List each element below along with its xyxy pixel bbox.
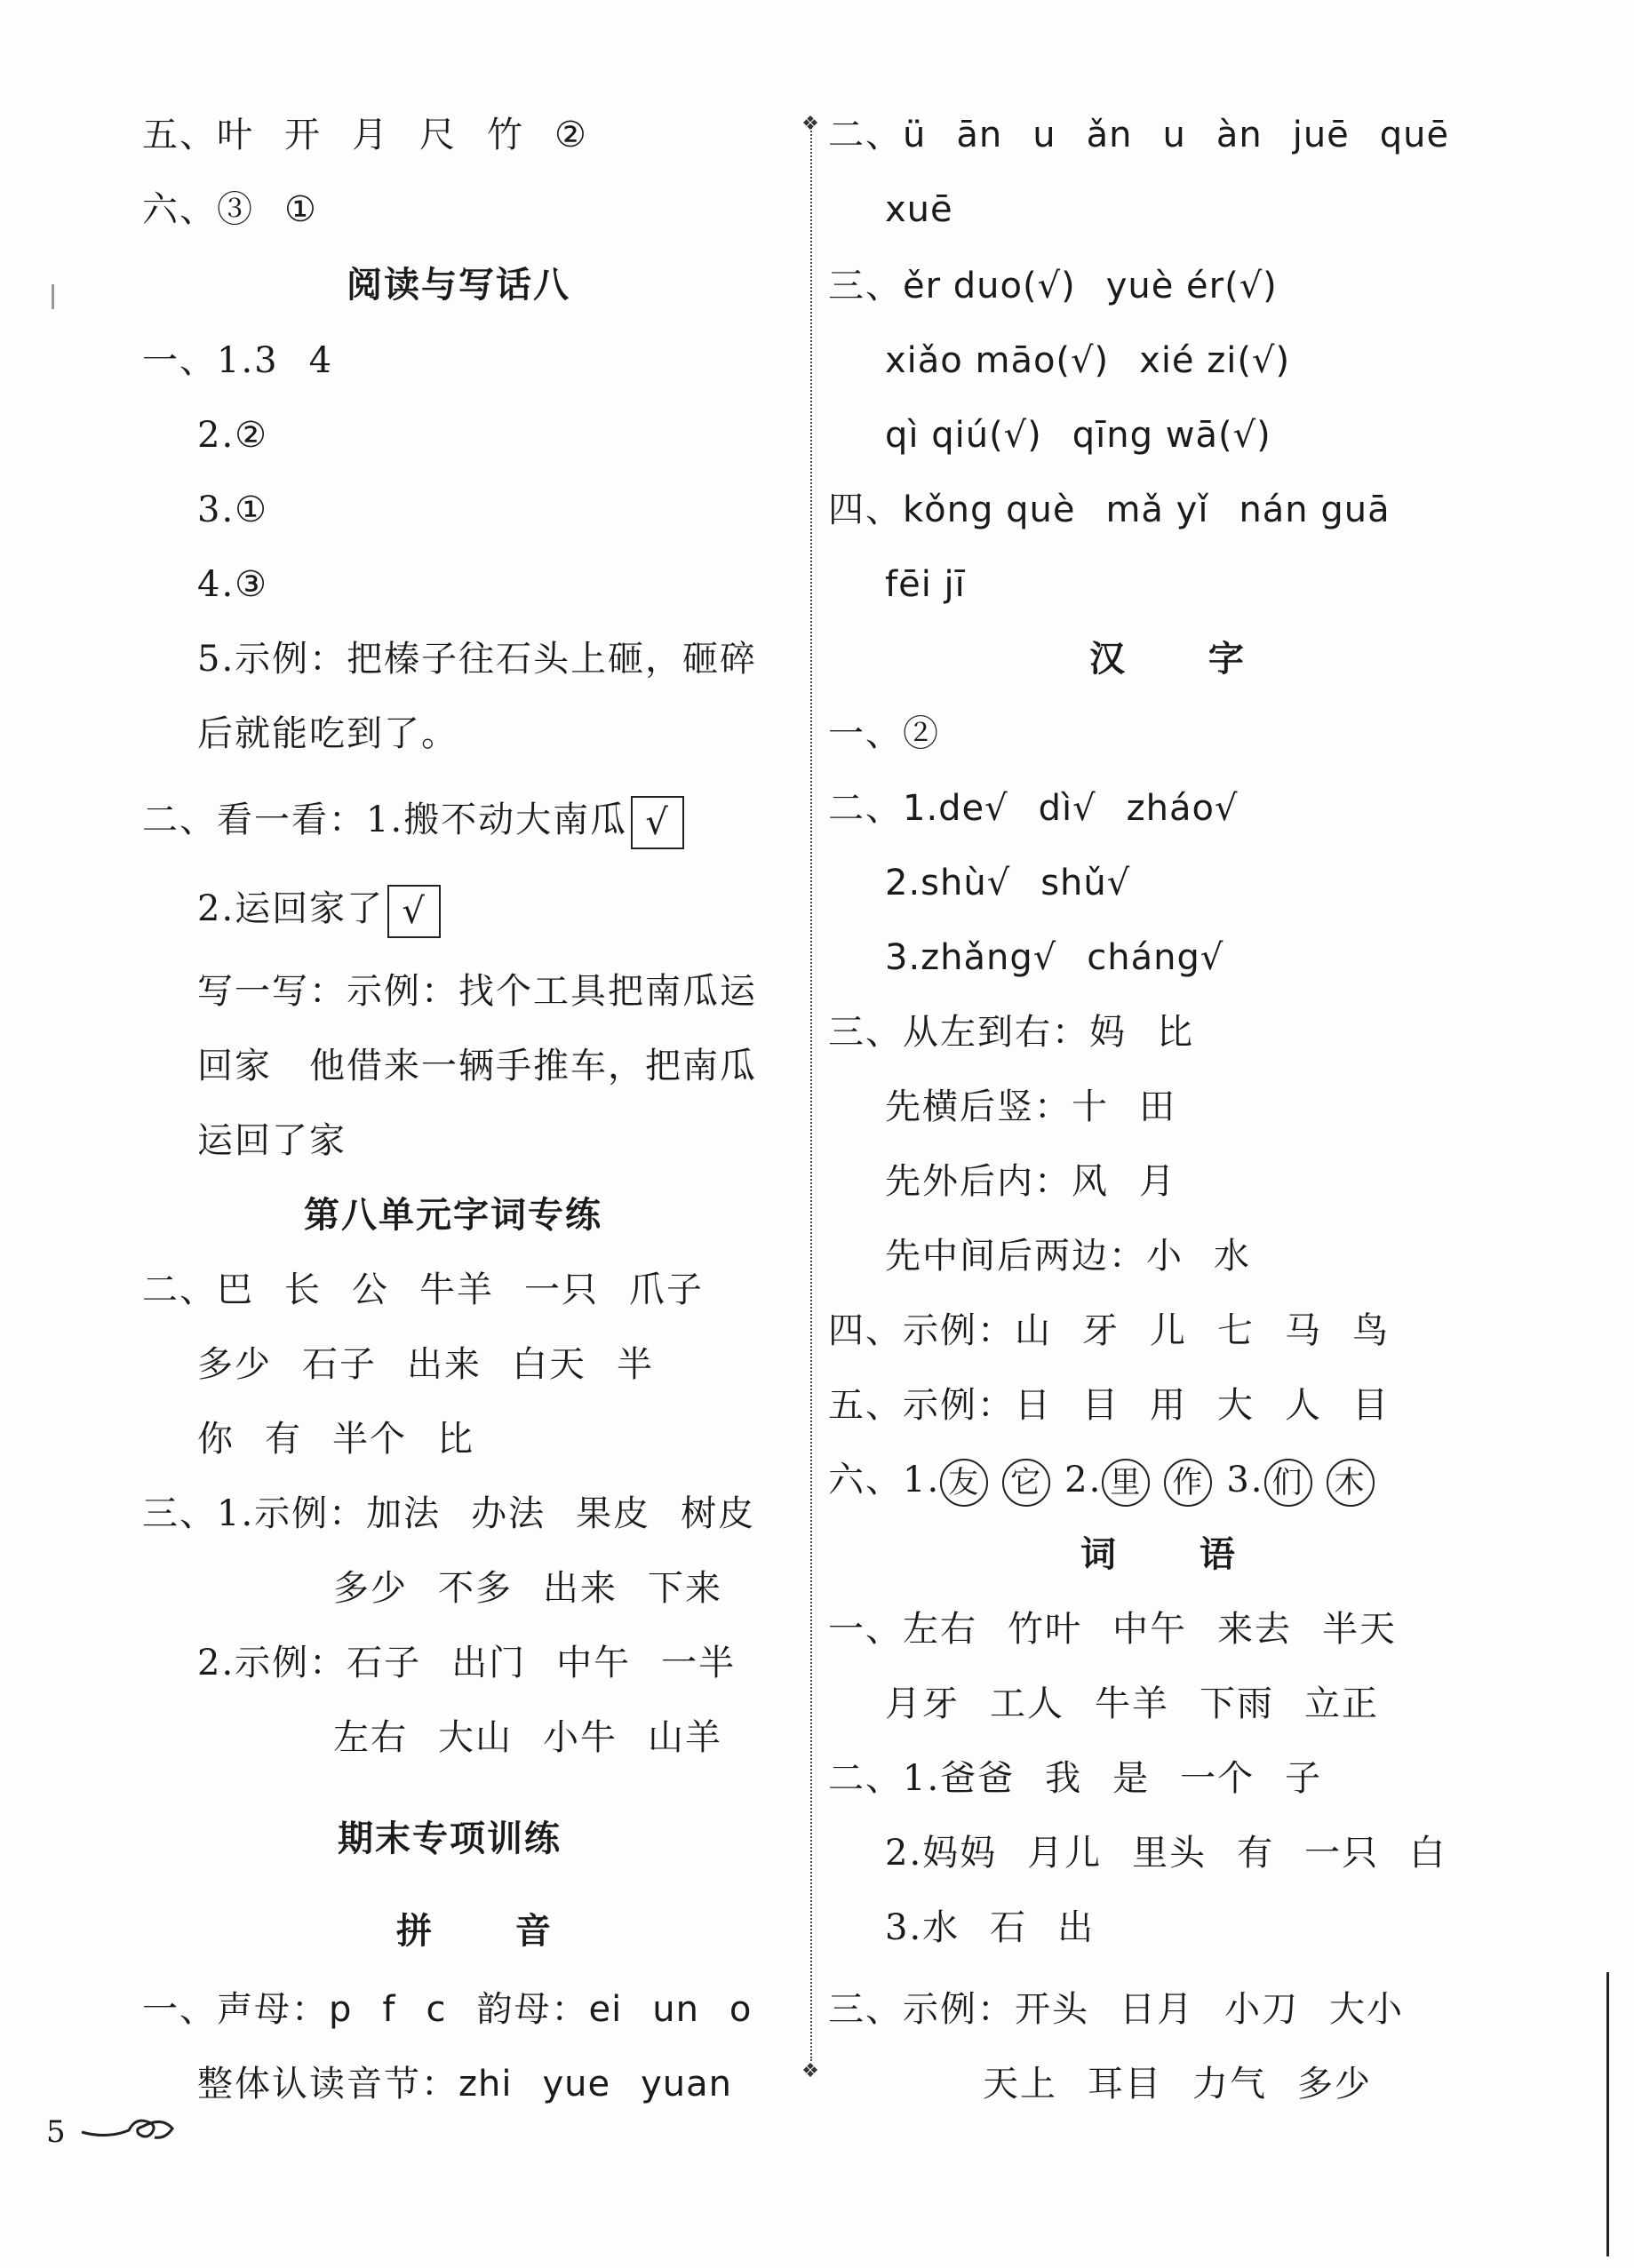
hanzi-q5: 五、示例：日 目 用 大 人 目 [828, 1385, 1390, 1426]
pinyin-q3-line1: 三、ěr duo(√) yuè ér(√) [828, 266, 1278, 306]
hanzi-q3-line2: 先横后竖：十 田 [885, 1086, 1176, 1127]
circled-char: 里 [1102, 1459, 1150, 1507]
unit8-line-3: 你 有 半个 比 [197, 1419, 474, 1460]
unit8-line-6: 2.示例：石子 出门 中午 一半 [197, 1643, 737, 1683]
pinyin-line-2: 整体认读音节：zhi yue yuan [197, 2064, 732, 2105]
hanzi-q3-line4: 先中间后两边：小 水 [885, 1236, 1251, 1277]
unit8-line-1: 二、巴 长 公 牛羊 一只 爪子 [142, 1269, 704, 1310]
ciyu-q2-line3: 3.水 石 出 [885, 1907, 1096, 1948]
pinyin-line-1: 一、声母：p f c 韵母：ei un o [142, 1989, 753, 2030]
look-line-1: 二、看一看：1.搬不动大南瓜 √ [142, 796, 684, 849]
circled-char: 友 [940, 1459, 988, 1507]
pinyin-q3-line3: qì qiú(√) qīng wā(√) [885, 415, 1271, 456]
hanzi-q4: 四、示例：山 牙 儿 七 马 鸟 [828, 1310, 1390, 1351]
section-heading-final: 期末专项训练 [338, 1818, 562, 1859]
circled-char: 作 [1164, 1459, 1212, 1507]
pinyin-q2-line1: 二、ü ān u ǎn u àn juē quē [828, 115, 1450, 155]
ciyu-q2-line2: 2.妈妈 月儿 里头 有 一只 白 [885, 1833, 1447, 1874]
section-heading-pinyin: 拼 音 [396, 1911, 586, 1952]
circled-char: 木 [1327, 1459, 1375, 1507]
divider-ornament-icon: ❖ [801, 113, 819, 135]
ciyu-q2-line1: 二、1.爸爸 我 是 一个 子 [828, 1758, 1323, 1799]
reading-q5-line1: 5.示例：把榛子往石头上砸，砸碎 [197, 639, 758, 680]
write-line-1: 写一写：示例：找个工具把南瓜运 [197, 971, 757, 1012]
column-divider [810, 124, 812, 2061]
answer-line-5: 五、叶 开 月 尺 竹 ② [142, 115, 588, 155]
write-line-2: 回家 他借来一辆手推车，把南瓜 [197, 1046, 757, 1086]
hanzi-q3-line1: 三、从左到右：妈 比 [828, 1012, 1194, 1053]
margin-mark [52, 284, 54, 309]
section-heading-reading: 阅读与写话八 [347, 265, 570, 306]
section-heading-hanzi: 汉 字 [1089, 639, 1279, 680]
divider-ornament-icon: ❖ [801, 2060, 819, 2082]
hanzi-q3-line3: 先外后内：风 月 [885, 1161, 1176, 1202]
hanzi-q1: 一、② [828, 713, 940, 754]
reading-q5-line2: 后就能吃到了。 [197, 713, 458, 754]
unit8-line-4: 三、1.示例：加法 办法 果皮 树皮 [142, 1493, 756, 1534]
ciyu-q1-line2: 月牙 工人 牛羊 下雨 立正 [885, 1683, 1379, 1724]
cloud-swirl-icon [80, 2113, 178, 2148]
hanzi-q2-line1: 二、1.de√ dì√ zháo√ [828, 788, 1239, 829]
edge-line [1606, 1972, 1609, 2256]
pinyin-q4-line2: fēi jī [885, 564, 966, 605]
look-line-2: 2.运回家了 √ [197, 885, 441, 938]
unit8-line-2: 多少 石子 出来 白天 半 [197, 1344, 654, 1385]
reading-q2: 2.② [197, 415, 269, 456]
reading-q3: 3.① [197, 489, 269, 530]
unit8-line-7: 左右 大山 小牛 山羊 [333, 1717, 722, 1758]
check-box: √ [631, 796, 684, 849]
pinyin-q4-line1: 四、kǒng què mǎ yǐ nán guā [828, 489, 1391, 530]
pinyin-q2-line2: xuē [885, 189, 953, 230]
ciyu-q3-line1: 三、示例：开头 日月 小刀 大小 [828, 1989, 1404, 2030]
section-heading-ciyu: 词 语 [1080, 1534, 1271, 1575]
page-number: 5 [46, 2114, 66, 2150]
check-box: √ [387, 885, 441, 938]
hanzi-q2-line2: 2.shù√ shǔ√ [885, 863, 1131, 903]
hanzi-q2-line3: 3.zhǎng√ cháng√ [885, 937, 1224, 978]
section-heading-unit8: 第八单元字词专练 [304, 1195, 602, 1236]
ciyu-q3-line2: 天上 耳目 力气 多少 [983, 2064, 1372, 2105]
unit8-line-5: 多少 不多 出来 下来 [333, 1568, 722, 1609]
pinyin-q3-line2: xiǎo māo(√) xié zi(√) [885, 340, 1291, 381]
circled-char: 们 [1264, 1459, 1312, 1507]
reading-q1: 一、1.3 4 [142, 340, 334, 381]
ciyu-q1-line1: 一、左右 竹叶 中午 来去 半天 [828, 1609, 1397, 1650]
answer-line-6: 六、③ ① [142, 189, 318, 230]
write-line-3: 运回了家 [197, 1120, 347, 1161]
circled-char: 它 [1002, 1459, 1050, 1507]
hanzi-q6: 六、1. 友 它 2. 里 作 3. 们 木 [828, 1457, 1389, 1507]
reading-q4: 4.③ [197, 564, 269, 605]
